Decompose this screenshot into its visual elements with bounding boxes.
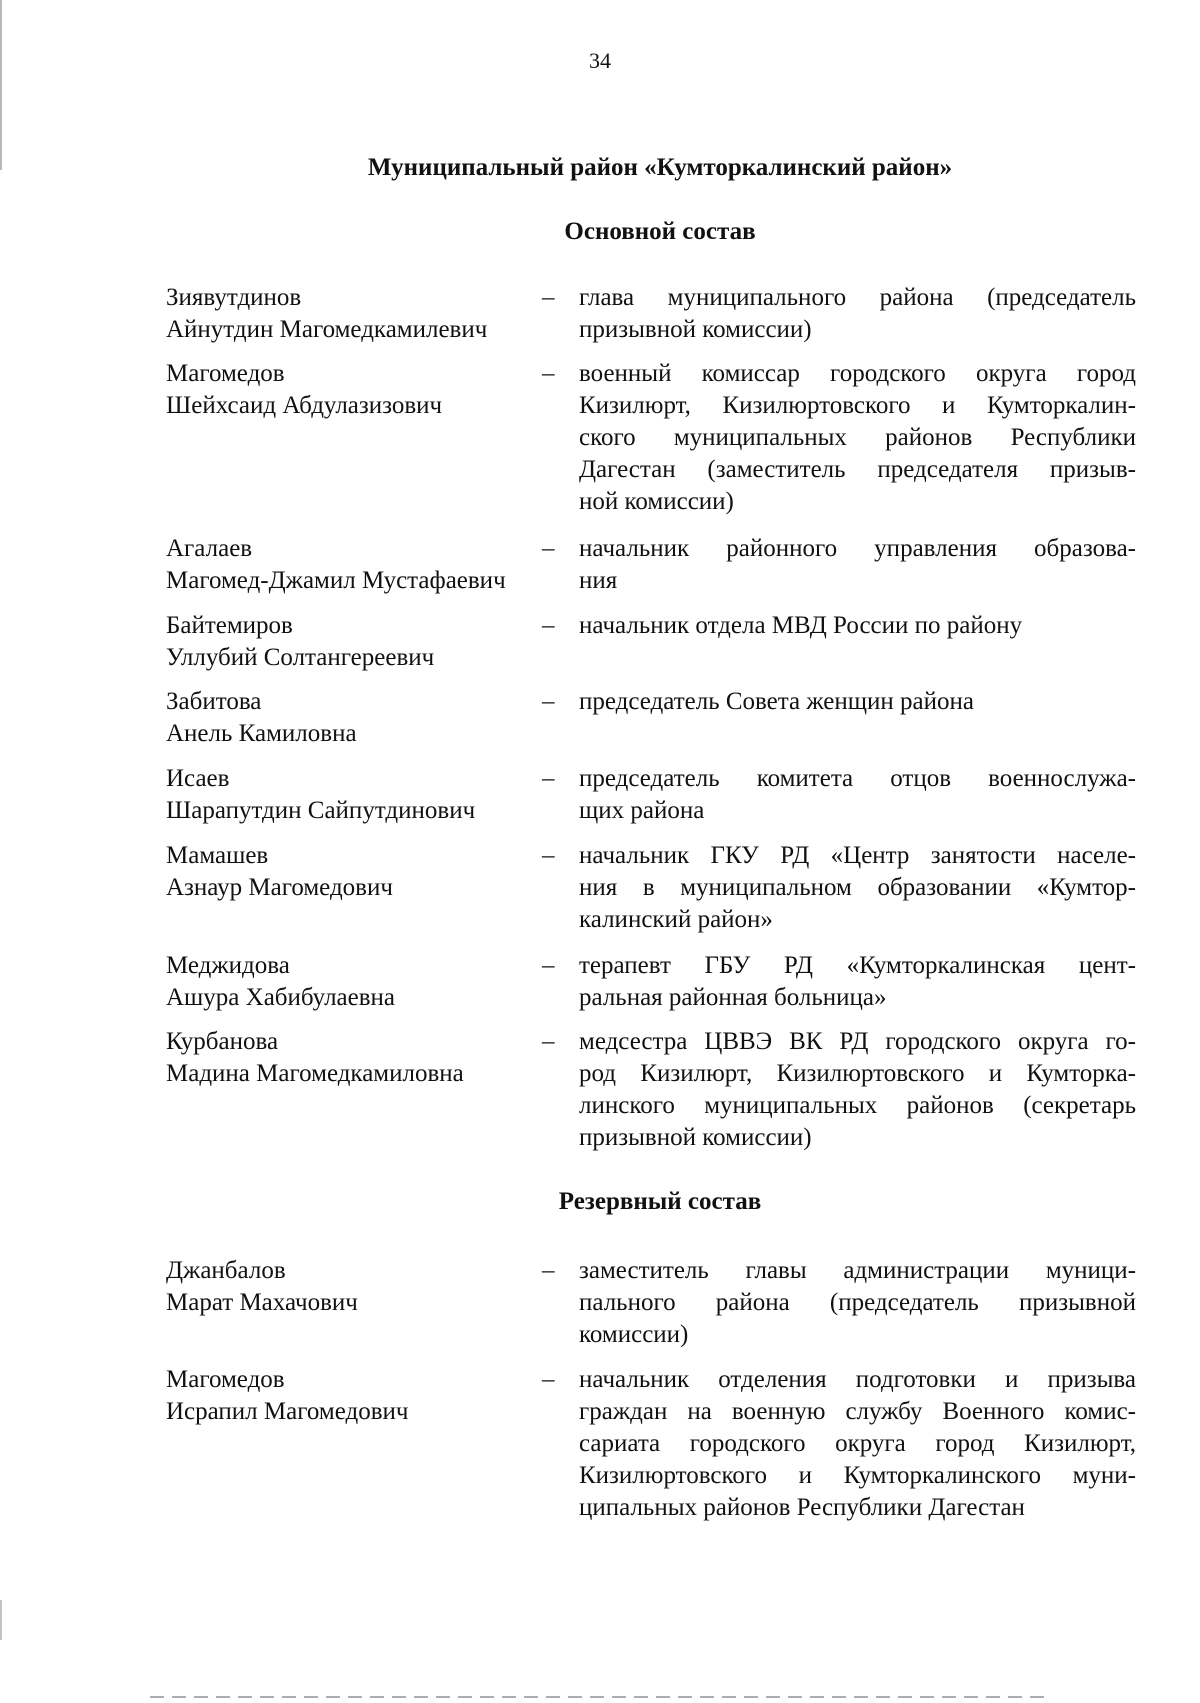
member-given-names: Анель Камиловна [166, 720, 357, 747]
role-line: пального района (председатель призывной [579, 1289, 1136, 1316]
dash-separator: – [542, 1257, 555, 1284]
member-role [579, 610, 1136, 642]
role-line: медсестра ЦВВЭ ВК РД городского округа го- [579, 1028, 1136, 1055]
section-heading-reserve: Резервный состав [558, 1188, 762, 1215]
role-line: ципальных районов Республики Дагестан [579, 1494, 1025, 1521]
role-line: ной комиссии) [579, 488, 734, 515]
role-line: ния в муниципальном образовании «Кумтор- [579, 874, 1136, 901]
member-name [166, 358, 536, 422]
member-surname: Исаев [166, 765, 230, 792]
role-line: сариата городского округа город Кизилюрт, [579, 1430, 1136, 1457]
member-role [579, 282, 1136, 346]
dash-separator: – [542, 1028, 555, 1055]
member-given-names: Шарапутдин Сайпутдинович [166, 797, 476, 824]
role-line: начальник ГКУ РД «Центр занятости населе- [579, 842, 1136, 869]
member-given-names: Уллубий Солтангереевич [166, 644, 435, 671]
section-heading-main: Основной состав [564, 218, 756, 245]
role-line: призывной комиссии) [579, 1124, 812, 1151]
member-surname: Магомедов [166, 1366, 285, 1393]
member-surname: Магомедов [166, 360, 285, 387]
member-role [579, 686, 1136, 718]
role-line: комиссии) [579, 1321, 689, 1348]
page-number: 34 [589, 48, 611, 73]
member-given-names: Айнутдин Магомедкамилевич [166, 316, 488, 343]
role-line: глава муниципального района (председатель [579, 284, 1136, 311]
member-given-names: Мадина Магомедкамиловна [166, 1060, 464, 1087]
role-line: линского муниципальных районов (секретарь [579, 1092, 1136, 1119]
member-role [579, 840, 1136, 936]
member-name [166, 686, 536, 750]
scan-footer-line [150, 1696, 1050, 1698]
role-line: терапевт ГБУ РД «Кумторкалинская цент- [579, 952, 1136, 979]
member-given-names: Исрапил Магомедович [166, 1398, 409, 1425]
member-given-names: Ашура Хабибулаевна [166, 984, 396, 1011]
member-surname: Агалаев [166, 535, 253, 562]
role-line: начальник районного управления образова- [579, 535, 1136, 562]
role-line: калинский район» [579, 906, 773, 933]
member-name [166, 950, 536, 1014]
member-role [579, 950, 1136, 1014]
member-name [166, 282, 536, 346]
member-name [166, 840, 536, 904]
member-given-names: Шейхсаид Абдулазизович [166, 392, 443, 419]
member-given-names: Азнаур Магомедович [166, 874, 393, 901]
role-line: председатель Совета женщин района [579, 688, 974, 715]
member-surname: Меджидова [166, 952, 290, 979]
dash-separator: – [542, 1366, 555, 1393]
dash-separator: – [542, 952, 555, 979]
dash-separator: – [542, 765, 555, 792]
member-surname: Байтемиров [166, 612, 293, 639]
role-line: заместитель главы администрации муници- [579, 1257, 1136, 1284]
dash-separator: – [542, 360, 555, 387]
member-surname: Джанбалов [166, 1257, 286, 1284]
member-surname: Мамашев [166, 842, 269, 869]
member-role [579, 763, 1136, 827]
member-role [579, 533, 1136, 597]
role-line: начальник отделения подготовки и призыва [579, 1366, 1136, 1393]
district-title: Муниципальный район «Кумторкалинский район» [367, 154, 953, 181]
role-line: ральная районная больница» [579, 984, 887, 1011]
role-line: граждан на военную службу Военного комис- [579, 1398, 1136, 1425]
scan-edge-mark [0, 0, 2, 170]
role-line: род Кизилюрт, Кизилюртовского и Кумторка- [579, 1060, 1136, 1087]
member-role [579, 358, 1136, 518]
member-name [166, 1255, 536, 1319]
scan-edge-mark [0, 1600, 2, 1640]
role-line: Кизилюрт, Кизилюртовского и Кумторкалин- [579, 392, 1136, 419]
dash-separator: – [542, 535, 555, 562]
role-line: Кизилюртовского и Кумторкалинского муни- [579, 1462, 1136, 1489]
member-role [579, 1026, 1136, 1154]
role-line: ния [579, 567, 618, 594]
member-surname: Курбанова [166, 1028, 279, 1055]
dash-separator: – [542, 612, 555, 639]
member-role [579, 1364, 1136, 1524]
member-name [166, 1364, 536, 1428]
member-surname: Забитова [166, 688, 262, 715]
dash-separator: – [542, 842, 555, 869]
dash-separator: – [542, 284, 555, 311]
member-role [579, 1255, 1136, 1351]
role-line: ского муниципальных районов Республики [579, 424, 1136, 451]
role-line: призывной комиссии) [579, 316, 812, 343]
role-line: председатель комитета отцов военнослужа- [579, 765, 1136, 792]
role-line: начальник отдела МВД России по району [579, 612, 1023, 639]
role-line: военный комиссар городского округа город [579, 360, 1136, 387]
member-name [166, 763, 536, 827]
dash-separator: – [542, 688, 555, 715]
member-given-names: Магомед-Джамил Мустафаевич [166, 567, 506, 594]
member-name [166, 1026, 536, 1090]
role-line: Дагестан (заместитель председателя призыв- [579, 456, 1136, 483]
member-name [166, 610, 536, 674]
member-surname: Зиявутдинов [166, 284, 302, 311]
role-line: щих района [579, 797, 705, 824]
member-given-names: Марат Махачович [166, 1289, 358, 1316]
member-name [166, 533, 536, 597]
